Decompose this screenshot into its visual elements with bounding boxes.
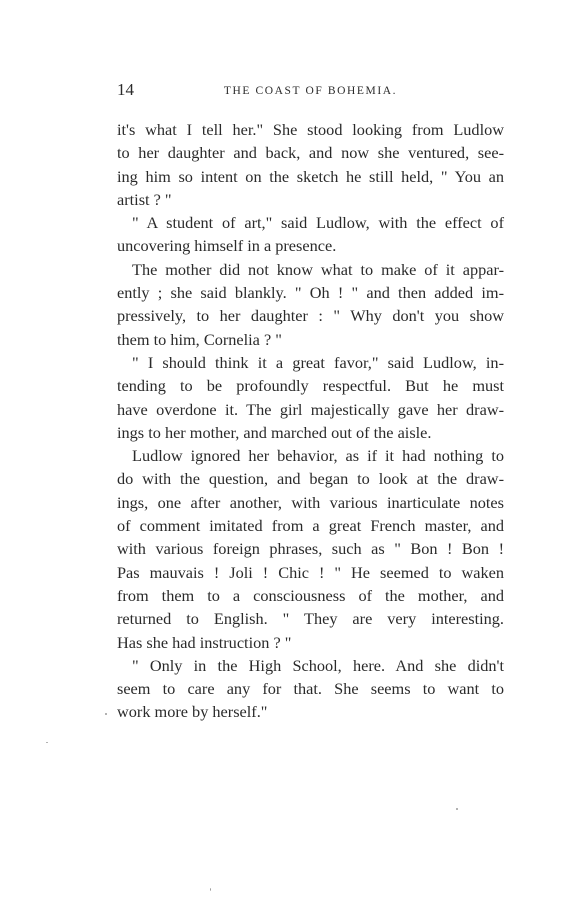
- text-line: ently ; she said blankly. " Oh ! " and then added im-: [117, 283, 504, 303]
- text-line: Has she had instruction ? ": [117, 632, 292, 652]
- text-line: seem to care any for that. She seems to want to: [117, 679, 504, 699]
- text-line: Ludlow ignored her behavior, as if it had nothing to: [132, 446, 504, 466]
- text-line: " A student of art," said Ludlow, with the effect of: [132, 213, 504, 233]
- body-text: [117, 118, 504, 724]
- text-line: " I should think it a great favor," said Ludlow, in-: [132, 352, 504, 372]
- text-line: them to him, Cornelia ? ": [117, 329, 282, 349]
- text-line: have overdone it. The girl majestically gave her draw-: [117, 399, 504, 419]
- text-line: artist ? ": [117, 189, 172, 209]
- text-line: of comment imitated from a great French master, and: [117, 516, 504, 536]
- text-line: to her daughter and back, and now she ventured, see-: [117, 143, 504, 163]
- text-line: pressively, to her daughter : " Why don't you show: [117, 306, 504, 326]
- ink-speck: [46, 742, 48, 743]
- paragraph: [117, 258, 504, 351]
- text-line: uncovering himself in a presence.: [117, 236, 337, 256]
- ink-speck: [456, 808, 458, 810]
- text-line: ing him so intent on the sketch he still held, " You an: [117, 166, 504, 186]
- text-line: " Only in the High School, here. And she didn't: [132, 655, 504, 675]
- paragraph: [117, 444, 504, 654]
- ink-speck: [210, 888, 211, 891]
- text-line: tending to be profoundly respectful. But he must: [117, 376, 504, 396]
- text-line: ings to her mother, and marched out of the aisle.: [117, 422, 432, 442]
- text-line: Pas mauvais ! Joli ! Chic ! " He seemed to waken: [117, 562, 504, 582]
- text-line: returned to English. " They are very interesting.: [117, 609, 504, 629]
- text-line: The mother did not know what to make of it appar-: [132, 259, 504, 279]
- text-line: with various foreign phrases, such as " Bon ! Bon !: [117, 539, 504, 559]
- page-header: [117, 79, 504, 101]
- paragraph: [117, 351, 504, 444]
- text-line: from them to a consciousness of the mother, and: [117, 585, 504, 605]
- text-line: ings, one after another, with various inarticulate notes: [117, 492, 504, 512]
- text-line: it's what I tell her." She stood looking from Ludlow: [117, 120, 504, 139]
- paragraph: [117, 118, 504, 211]
- text-line: do with the question, and began to look at the draw-: [117, 469, 504, 489]
- text-line: work more by herself.": [117, 702, 268, 722]
- running-head: THE COAST OF BOHEMIA.: [223, 85, 398, 97]
- ink-speck: [105, 713, 107, 715]
- page-number: 14: [117, 80, 134, 99]
- paragraph: [117, 654, 504, 724]
- paragraph: [117, 211, 504, 258]
